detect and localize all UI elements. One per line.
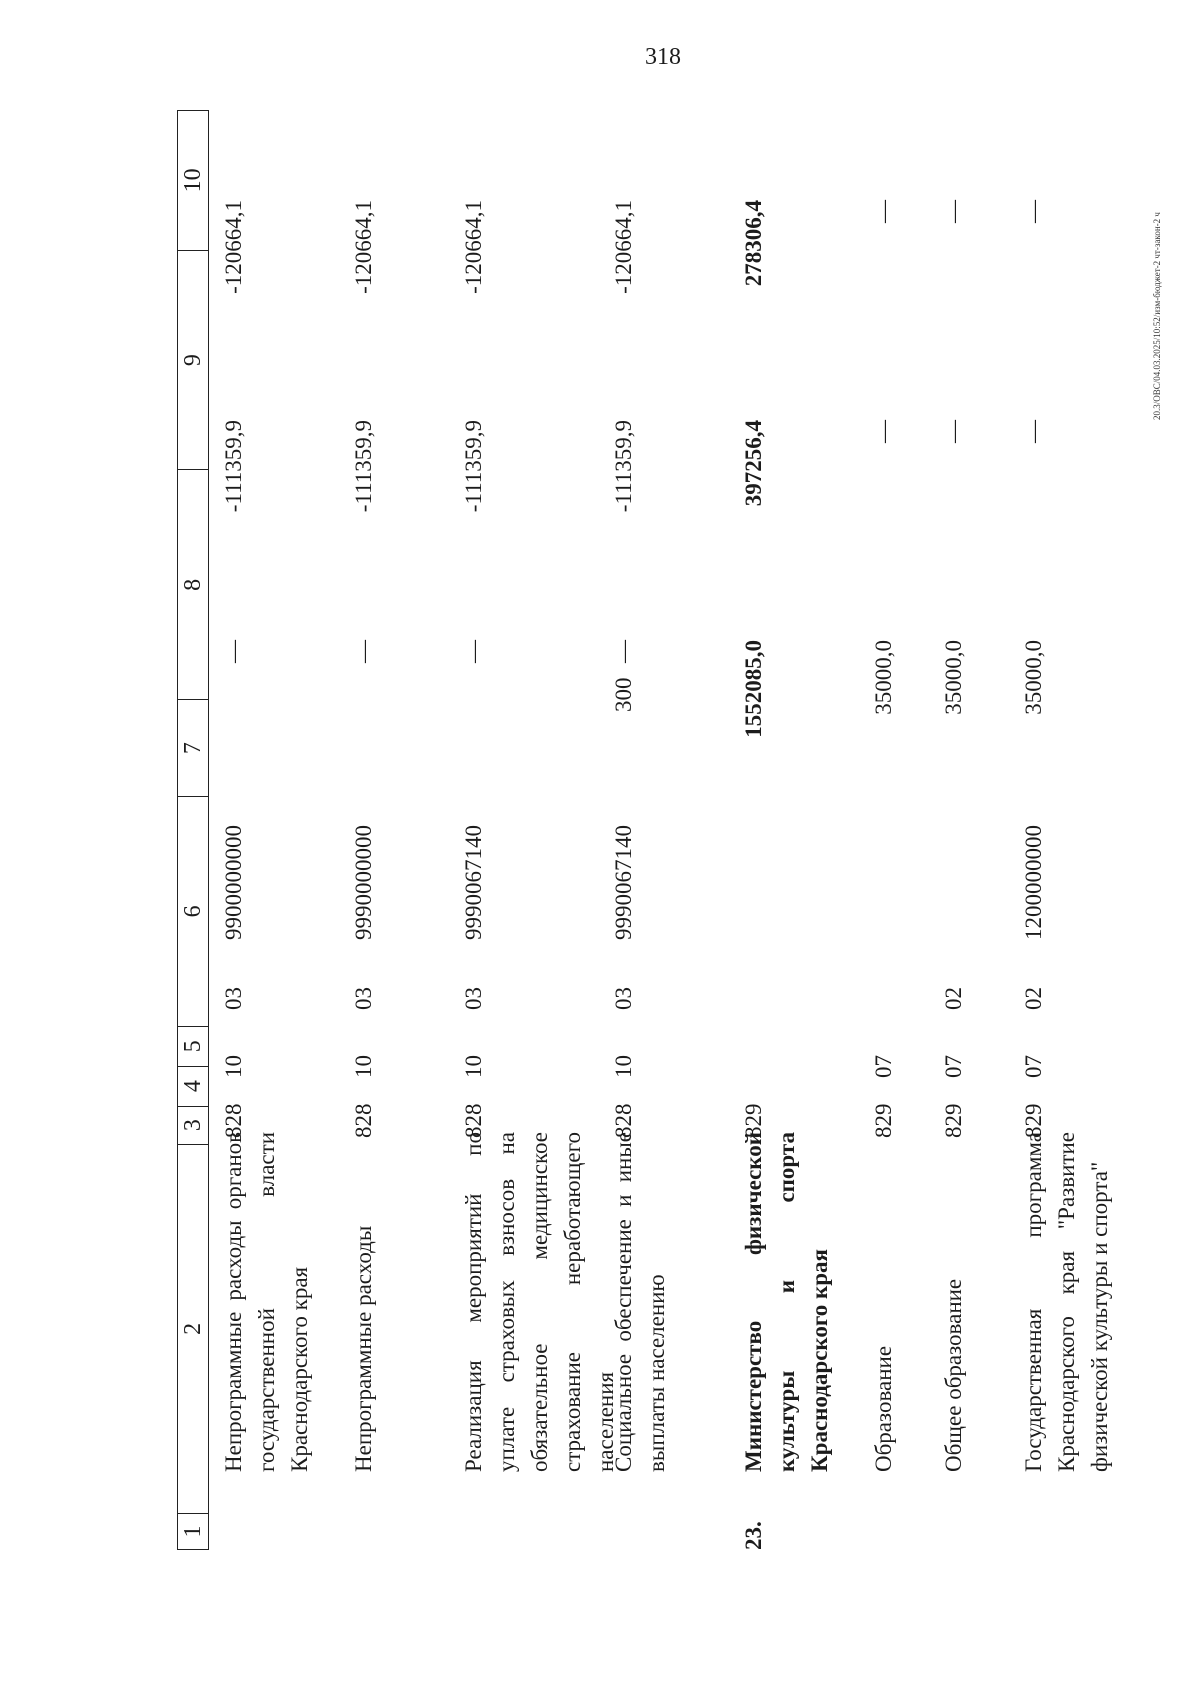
col3-value: 829 xyxy=(941,1103,966,1138)
row-name: Министерство физической культуры и спорта Краснодарского края xyxy=(741,1132,832,1472)
col10-value: -120664,1 xyxy=(221,200,246,294)
col10-value: — xyxy=(871,200,896,223)
col9-value: — xyxy=(871,420,896,443)
col-header: 8 xyxy=(178,470,208,700)
col9-value: -111359,9 xyxy=(351,420,376,513)
col10-value: -120664,1 xyxy=(461,200,486,294)
col8-value: 35000,0 xyxy=(1021,640,1046,715)
col9-value: — xyxy=(1021,420,1046,443)
col-header: 10 xyxy=(178,111,208,251)
col-header: 6 xyxy=(178,797,208,1027)
row-name: Образование xyxy=(871,1345,896,1472)
col3-value: 828 xyxy=(611,1103,636,1138)
col5-value: 03 xyxy=(221,987,246,1010)
col9-value: -111359,9 xyxy=(461,420,486,513)
col10-value: -120664,1 xyxy=(611,200,636,294)
document-code: 20.3/ОВС/04.03.2025/10:52/изм-бюджет-2 чт-закон-2 ч xyxy=(1152,212,1162,420)
col3-value: 829 xyxy=(1021,1103,1046,1138)
col7-value: 300 xyxy=(611,677,636,712)
col9-value: -111359,9 xyxy=(611,420,636,513)
col4-value: 07 xyxy=(1021,1055,1046,1078)
col5-value: 02 xyxy=(941,987,966,1010)
col5-value: 03 xyxy=(461,987,486,1010)
col6-value: 9990000000 xyxy=(351,825,376,940)
row-name: Общее образование xyxy=(941,1278,966,1472)
row-name: Реализация мероприятий по уплате страховых взносов на обязательное медицинское страхование неработающего населения xyxy=(461,1132,618,1472)
col6-value: 9900000000 xyxy=(221,825,246,940)
col6-value: 1200000000 xyxy=(1021,825,1046,940)
col-header: 3 xyxy=(178,1107,208,1145)
col10-value: -120664,1 xyxy=(351,200,376,294)
col-header: 1 xyxy=(180,1525,206,1538)
col9-value: — xyxy=(941,420,966,443)
col4-value: 10 xyxy=(461,1055,486,1078)
col8-value: 35000,0 xyxy=(871,640,896,715)
row-name: Государственная программа Краснодарского края "Развитие физической культуры и спорта" xyxy=(1021,1132,1112,1472)
col10-value: — xyxy=(941,200,966,223)
col3-value: 828 xyxy=(221,1103,246,1138)
col-header: 4 xyxy=(178,1067,208,1107)
col-header: 9 xyxy=(178,251,208,471)
col-header: 7 xyxy=(178,700,208,797)
page-number: 318 xyxy=(645,44,681,70)
col-header: 2 xyxy=(178,1145,208,1514)
col4-value: 10 xyxy=(351,1055,376,1078)
row-name: Социальное обеспечение и иные выплаты населению xyxy=(611,1132,669,1472)
col4-value: 07 xyxy=(941,1055,966,1078)
col5-value: 03 xyxy=(611,987,636,1010)
col9-value: -111359,9 xyxy=(221,420,246,513)
row-number: 23. xyxy=(741,1521,766,1550)
col10-value: 278306,4 xyxy=(741,200,766,287)
row-name: Непрограммные расходы органов государственной власти Краснодарского края xyxy=(221,1132,312,1472)
col3-value: 828 xyxy=(461,1103,486,1138)
col8-value: 35000,0 xyxy=(941,640,966,715)
col-header: 5 xyxy=(178,1027,208,1067)
col5-value: 02 xyxy=(1021,987,1046,1010)
col4-value: 10 xyxy=(611,1055,636,1078)
col3-value: 828 xyxy=(351,1103,376,1138)
col10-value: — xyxy=(1021,200,1046,223)
col8-value: — xyxy=(611,640,636,663)
col5-value: 03 xyxy=(351,987,376,1010)
col6-value: 9990067140 xyxy=(611,825,636,940)
col8-value: — xyxy=(221,640,246,663)
budget-table xyxy=(177,110,1200,1550)
col3-value: 829 xyxy=(871,1103,896,1138)
col4-value: 07 xyxy=(871,1055,896,1078)
col6-value: 9990067140 xyxy=(461,825,486,940)
row-name: Непрограммные расходы xyxy=(351,1225,376,1472)
col3-value: 829 xyxy=(741,1103,766,1138)
col8-value: — xyxy=(461,640,486,663)
col4-value: 10 xyxy=(221,1055,246,1078)
table-header xyxy=(177,110,209,1550)
col8-value: — xyxy=(351,640,376,663)
col8-value: 1552085,0 xyxy=(741,640,766,738)
col9-value: 397256,4 xyxy=(741,420,766,507)
